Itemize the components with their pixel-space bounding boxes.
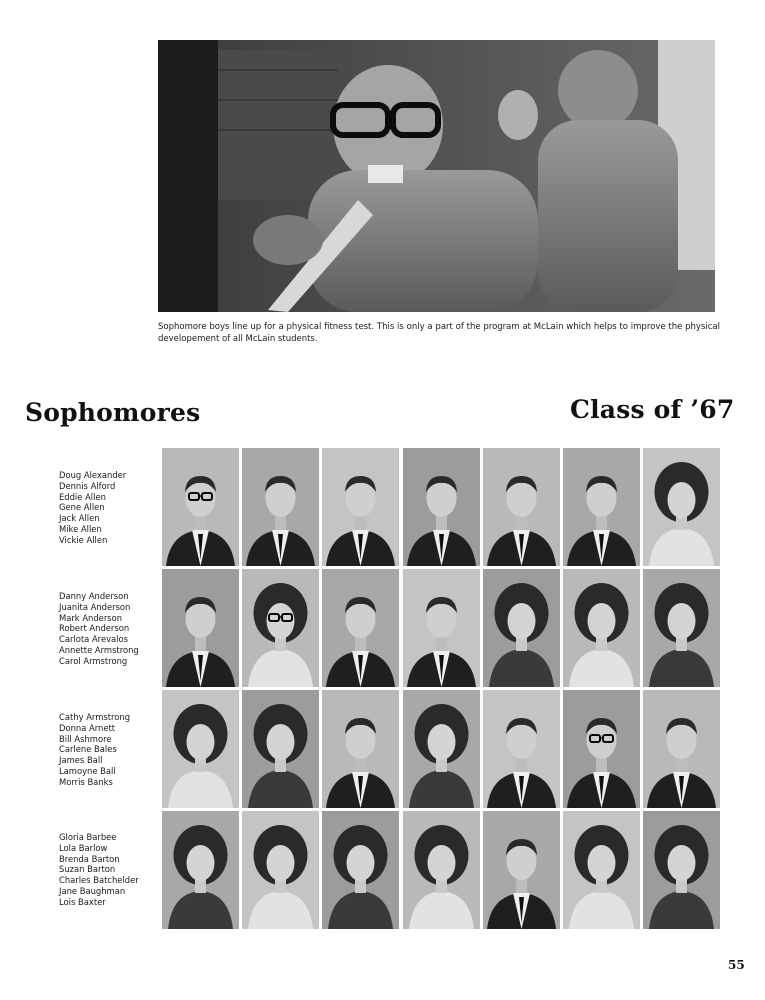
student-portrait (483, 448, 560, 566)
portrait-photo (322, 811, 399, 929)
student-name: Vickie Allen (59, 534, 108, 545)
student-name: Jane Baughman (59, 885, 126, 896)
student-portrait (483, 690, 560, 808)
student-name: Morris Banks (59, 776, 113, 787)
portrait-photo (242, 569, 319, 687)
portrait-photo (322, 690, 399, 808)
portrait-photo (242, 690, 319, 808)
student-portrait (242, 690, 319, 808)
photo-caption: Sophomore boys line up for a physical fitness test. This is only a part of the program at McLain which helps to improve the physical developement of all McLain students. (158, 322, 720, 344)
student-name: Cathy Armstrong (59, 712, 131, 722)
student-portrait (563, 811, 640, 929)
student-name: Robert Anderson (59, 623, 130, 634)
student-portrait (162, 690, 239, 808)
student-portrait (643, 448, 720, 566)
student-name: Suzan Barton (59, 864, 116, 875)
portrait-photo (403, 690, 480, 808)
student-name: Eddie Allen (59, 491, 106, 502)
student-portrait (322, 569, 399, 687)
student-portrait (403, 811, 480, 929)
student-portrait (643, 569, 720, 687)
portrait-photo (242, 811, 319, 929)
section-title: Sophomores (25, 398, 201, 427)
names-row-3 (59, 712, 159, 788)
student-portrait (403, 448, 480, 566)
portrait-photo (483, 448, 560, 566)
portrait-photo (563, 811, 640, 929)
portrait-photo (643, 569, 720, 687)
fitness-test-photo-art (158, 40, 715, 312)
page-number: 55 (728, 958, 745, 972)
names-row-1 (59, 470, 159, 546)
portrait-photo (403, 811, 480, 929)
student-portrait (563, 690, 640, 808)
student-portrait (563, 448, 640, 566)
student-name: Juanita Anderson (59, 601, 131, 612)
portrait-photo (162, 811, 239, 929)
portrait-photo (322, 569, 399, 687)
portrait-photo (403, 448, 480, 566)
student-name: Jack Allen (59, 513, 100, 524)
student-portrait (322, 811, 399, 929)
student-portrait (403, 690, 480, 808)
student-portrait (242, 569, 319, 687)
student-portrait (483, 569, 560, 687)
student-name: Brenda Barton (59, 853, 120, 864)
portrait-photo (162, 569, 239, 687)
student-portrait (322, 690, 399, 808)
portrait-photo (242, 448, 319, 566)
student-portrait (563, 569, 640, 687)
student-name: Carol Armstrong (59, 655, 128, 666)
names-row-2 (59, 591, 159, 667)
student-portrait (643, 690, 720, 808)
student-name: Mark Anderson (59, 612, 123, 623)
student-name: Doug Alexander (59, 470, 127, 480)
student-name: Gene Allen (59, 502, 105, 513)
portrait-photo (563, 569, 640, 687)
student-name: Danny Anderson (59, 591, 129, 601)
student-name: Annette Armstrong (59, 644, 139, 655)
portrait-photo (643, 448, 720, 566)
portrait-photo (483, 811, 560, 929)
student-portrait (322, 448, 399, 566)
student-name: Carlene Bales (59, 744, 117, 755)
portrait-photo (403, 569, 480, 687)
student-portrait (242, 448, 319, 566)
student-portrait (403, 569, 480, 687)
student-portrait (483, 811, 560, 929)
student-name: Dennis Alford (59, 480, 116, 491)
student-name: James Ball (59, 755, 103, 766)
portrait-photo (162, 448, 239, 566)
student-name: Carlota Arevalos (59, 634, 128, 645)
student-name: Mike Allen (59, 523, 102, 534)
student-name: Donna Arnett (59, 722, 116, 733)
portrait-photo (563, 448, 640, 566)
student-portrait (643, 811, 720, 929)
fitness-test-photo (158, 40, 715, 312)
class-year-title: Class of ’67 (570, 395, 735, 424)
student-portrait (162, 811, 239, 929)
student-portrait (162, 448, 239, 566)
portrait-photo (643, 690, 720, 808)
student-name: Charles Batchelder (59, 875, 139, 886)
student-portrait (162, 569, 239, 687)
student-name: Lois Baxter (59, 896, 106, 907)
portrait-grid (162, 448, 720, 930)
student-name: Bill Ashmore (59, 733, 112, 744)
student-name: Lola Barlow (59, 842, 108, 853)
student-portrait (242, 811, 319, 929)
portrait-photo (483, 690, 560, 808)
portrait-photo (322, 448, 399, 566)
names-row-4 (59, 832, 159, 908)
portrait-photo (643, 811, 720, 929)
portrait-photo (162, 690, 239, 808)
student-name: Lamoyne Ball (59, 765, 116, 776)
portrait-photo (563, 690, 640, 808)
portrait-photo (483, 569, 560, 687)
student-name: Gloria Barbee (59, 832, 117, 842)
